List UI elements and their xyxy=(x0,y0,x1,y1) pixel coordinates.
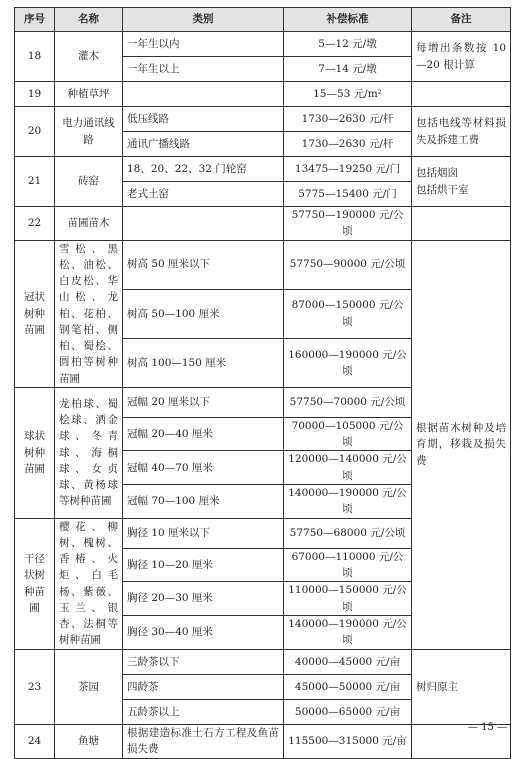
row-standard: 140000—190000 元/公顷 xyxy=(284,484,412,518)
row-name: 种植草坪 xyxy=(55,82,123,107)
row-name: 雪松、黑松、油松、白皮松、华山松、龙柏、花柏、钢笔柏、侧柏、蜀桧、圆柏等树种苗圃 xyxy=(55,240,123,387)
row-category xyxy=(123,82,284,107)
row-category: 五龄茶以上 xyxy=(123,699,284,724)
group-label: 冠状树种苗圃 xyxy=(15,240,55,387)
row-category: 胸径 30—40 厘米 xyxy=(123,615,284,649)
row-note: 树归原主 xyxy=(412,649,511,724)
row-standard: 1730—2630 元/杆 xyxy=(284,132,412,157)
row-no: 18 xyxy=(15,32,55,82)
row-category: 18、20、22、32 门轮窑 xyxy=(123,157,284,182)
row-category: 四龄茶 xyxy=(123,674,284,699)
row-no: 20 xyxy=(15,107,55,157)
row-category: 一年生以内 xyxy=(123,32,284,57)
row-name: 龙柏球、蜀桧球、洒金球、冬青球、海桐球、女贞球、黄杨球等树种苗圃 xyxy=(55,387,123,518)
row-category: 胸径 10 厘米以下 xyxy=(123,518,284,548)
row-category: 根据建造标准土石方工程及鱼苗损失费 xyxy=(123,724,284,758)
row-standard: 5775—15400 元/门 xyxy=(284,182,412,207)
row-standard: 57750—90000 元/公顷 xyxy=(284,240,412,289)
row-standard: 70000—105000 元/公顷 xyxy=(284,417,412,451)
row-standard: 50000—65000 元/亩 xyxy=(284,699,412,724)
row-standard: 13475—19250 元/门 xyxy=(284,157,412,182)
row-category: 三龄茶以下 xyxy=(123,649,284,674)
row-name: 樱花、柳树、槐树、香椿、火炬、白毛杨、紫薇、玉兰、银杏、法桐等树种苗圃 xyxy=(55,518,123,649)
page-number: — 15 — xyxy=(467,722,507,733)
row-category: 冠幅 70—100 厘米 xyxy=(123,484,284,518)
row-standard: 45000—50000 元/亩 xyxy=(284,674,412,699)
row-name: 鱼塘 xyxy=(55,724,123,758)
row-no: 21 xyxy=(15,157,55,207)
row-standard: 57750—70000 元/公顷 xyxy=(284,387,412,417)
row-name: 灌木 xyxy=(55,32,123,82)
row-standard: 140000—190000 元/公顷 xyxy=(284,615,412,649)
row-note: 包括烟囱 包括烘干室 xyxy=(412,157,511,207)
header-standard: 补偿标准 xyxy=(284,8,412,32)
table-header-row xyxy=(15,8,511,32)
row-category xyxy=(123,207,284,241)
table-row xyxy=(15,649,511,674)
row-note: 每增出条数按 10—20 根计算 xyxy=(412,32,511,82)
row-category: 胸径 20—30 厘米 xyxy=(123,582,284,616)
row-standard: 1730—2630 元/杆 xyxy=(284,107,412,132)
row-name: 电力通讯线路 xyxy=(55,107,123,157)
row-category: 通讯广播线路 xyxy=(123,132,284,157)
header-note: 备注 xyxy=(412,8,511,32)
row-no: 24 xyxy=(15,724,55,758)
row-category: 低压线路 xyxy=(123,107,284,132)
row-standard: 15—53 元/m² xyxy=(284,82,412,107)
table-row xyxy=(15,157,511,182)
table-row xyxy=(15,207,511,241)
row-no: 19 xyxy=(15,82,55,107)
table-row xyxy=(15,107,511,132)
row-category: 胸径 10—20 厘米 xyxy=(123,548,284,582)
row-category: 冠幅 20 厘米以下 xyxy=(123,387,284,417)
row-note: 根据苗木树种及培育期，移栽及损失费 xyxy=(412,240,511,649)
row-standard: 115500—315000 元/亩 xyxy=(284,724,412,758)
row-no: 23 xyxy=(15,649,55,724)
row-category: 老式土窑 xyxy=(123,182,284,207)
row-standard: 87000—150000 元/公顷 xyxy=(284,289,412,338)
row-standard: 67000—110000 元/公顷 xyxy=(284,548,412,582)
row-note xyxy=(412,207,511,241)
group-label: 球状树种苗圃 xyxy=(15,387,55,518)
header-no: 序号 xyxy=(15,8,55,32)
table-row xyxy=(15,82,511,107)
table-row xyxy=(15,32,511,57)
row-standard: 5—12 元/墩 xyxy=(284,32,412,57)
row-standard: 57750—68000 元/公顷 xyxy=(284,518,412,548)
header-name: 名称 xyxy=(55,8,123,32)
compensation-table xyxy=(14,7,511,759)
row-category: 树高 50 厘米以下 xyxy=(123,240,284,289)
row-category: 树高 50—100 厘米 xyxy=(123,289,284,338)
row-category: 一年生以上 xyxy=(123,57,284,82)
row-category: 冠幅 20—40 厘米 xyxy=(123,417,284,451)
row-no: 22 xyxy=(15,207,55,241)
group-label: 干径状树种苗圃 xyxy=(15,518,55,649)
row-name: 砖窑 xyxy=(55,157,123,207)
row-standard: 160000—190000 元/公顷 xyxy=(284,338,412,387)
row-note xyxy=(412,82,511,107)
row-name: 茶园 xyxy=(55,649,123,724)
row-standard: 110000—150000 元/公顷 xyxy=(284,582,412,616)
table-row xyxy=(15,724,511,758)
table-row xyxy=(15,240,511,289)
row-category: 树高 100—150 厘米 xyxy=(123,338,284,387)
row-standard: 57750—190000 元/公顷 xyxy=(284,207,412,241)
row-name: 苗圃苗木 xyxy=(55,207,123,241)
row-standard: 40000—45000 元/亩 xyxy=(284,649,412,674)
row-standard: 7—14 元/墩 xyxy=(284,57,412,82)
header-category: 类别 xyxy=(123,8,284,32)
row-standard: 120000—140000 元/公顷 xyxy=(284,451,412,485)
row-note: 包括电线等材料损失及拆建工费 xyxy=(412,107,511,157)
row-category: 冠幅 40—70 厘米 xyxy=(123,451,284,485)
